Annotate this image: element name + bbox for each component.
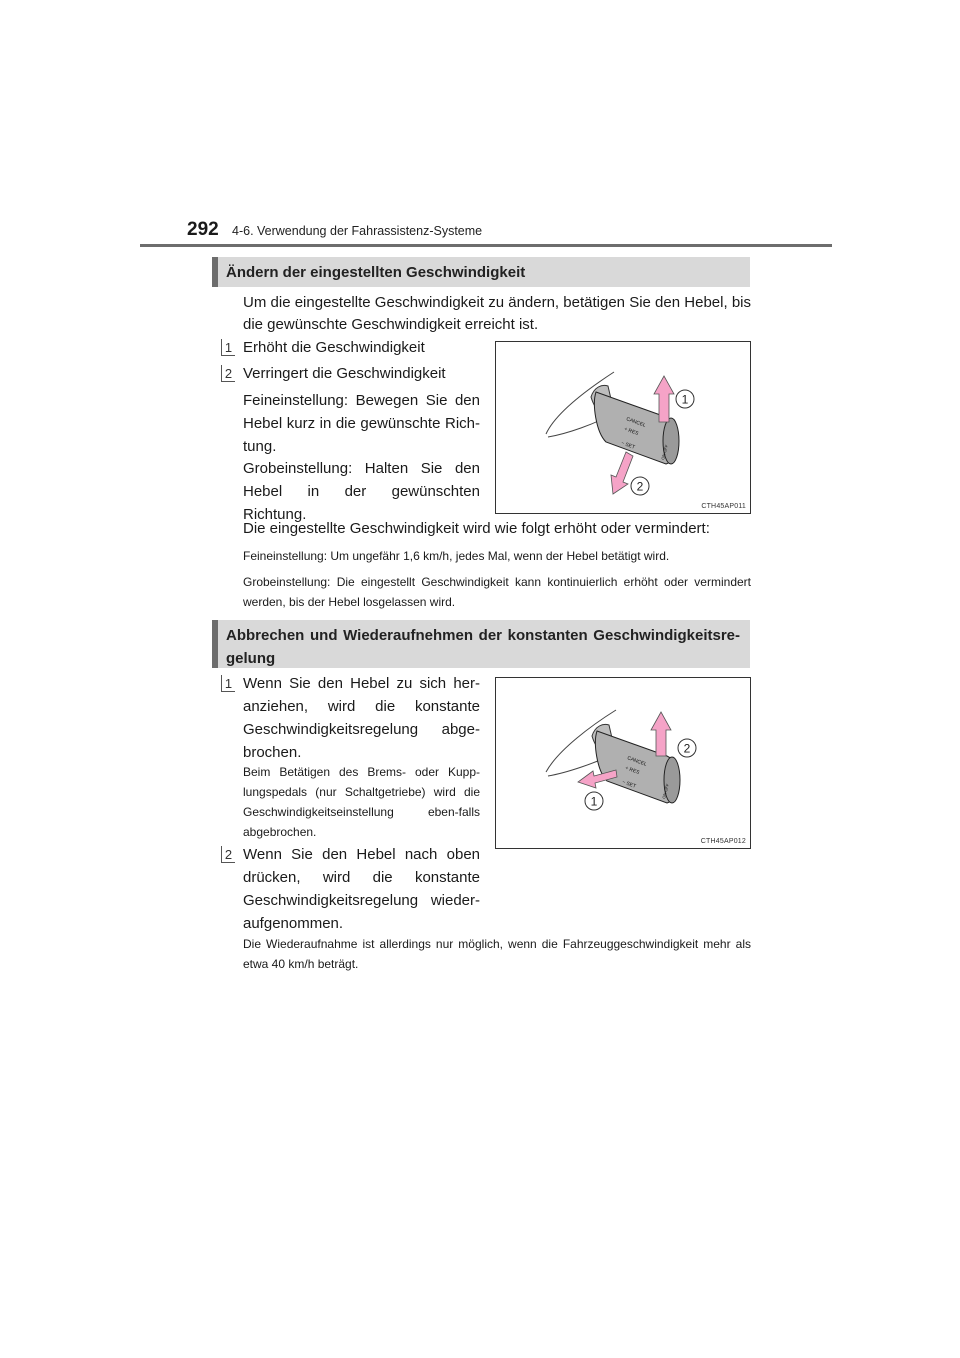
item-resume: Wenn Sie den Hebel nach oben drücken, wird die konstante Geschwindigkeitsregelung wieder-aufgenommen. xyxy=(243,846,480,932)
label-res: + RES xyxy=(623,426,640,437)
figure-lever-cancel-resume xyxy=(495,677,751,849)
chapter-title: 4-6. Verwendung der Fahrassistenz-Systeme xyxy=(232,224,483,238)
page-number: 292 xyxy=(187,219,219,240)
figure-lever-up-down xyxy=(495,341,751,514)
section-heading-change-speed: Ändern der eingestellten Geschwindigkeit xyxy=(212,257,750,287)
callout-number-1b: 1 xyxy=(221,675,235,692)
item-decrease-speed: Verringert die Geschwindigkeit xyxy=(243,365,446,382)
intro-paragraph: Um die eingestellte Geschwindigkeit zu ändern, betätigen Sie den Hebel, bis die gewünschte Geschwindigkeit erreicht ist. xyxy=(243,294,751,333)
figure-code: CTH45AP011 xyxy=(701,503,746,510)
item-increase-speed: Erhöht die Geschwindigkeit xyxy=(243,339,425,356)
callout-number-2: 2 xyxy=(221,365,235,382)
item-resume-note: Die Wiederaufnahme ist allerdings nur möglich, wenn die Fahrzeuggeschwindigkeit mehr als etwa 40 km/h beträgt. xyxy=(243,937,751,971)
label-cancel: CANCEL xyxy=(626,755,648,768)
label-set: − SET xyxy=(621,779,637,790)
lever-illustration xyxy=(496,342,752,515)
label-cancel: CANCEL xyxy=(625,416,647,429)
arrow-pull xyxy=(578,770,617,788)
label-set: − SET xyxy=(620,440,636,451)
summary-paragraph: Die eingestellte Geschwindigkeit wird wie folgt erhöht oder vermindert: xyxy=(243,520,710,537)
note-fine: Feineinstellung: Um ungefähr 1,6 km/h, jedes Mal, wenn der Hebel betätigt wird. xyxy=(243,549,670,563)
label-res: + RES xyxy=(624,765,641,776)
callout-number-2b: 2 xyxy=(221,846,235,863)
header-rule xyxy=(140,244,832,247)
callout-label-1: 1 xyxy=(590,794,598,809)
callout-label-1: 1 xyxy=(681,392,689,407)
callout-label-2: 2 xyxy=(636,479,644,494)
fine-adjustment-text: Feineinstellung: Bewegen Sie den Hebel kurz in die gewünschte Rich-tung. xyxy=(243,392,480,455)
item-cancel: Wenn Sie den Hebel zu sich her-anziehen, wird die konstante Geschwindigkeitsregelung abge-brochen. xyxy=(243,675,480,761)
arrow-up xyxy=(651,712,671,756)
arrow-down xyxy=(611,452,633,494)
coarse-adjustment-text: Grobeinstellung: Halten Sie den Hebel in der gewünschten Richtung. xyxy=(243,460,480,523)
item-cancel-note: Beim Betätigen des Brems- oder Kupp-lungspedals (nur Schaltgetriebe) wird die Geschwindigkeitseinstellung eben-falls abgebrochen. xyxy=(243,765,480,839)
section-heading-cancel-resume: Abbrechen und Wiederaufnehmen der konstanten Geschwindigkeitsre-gelung xyxy=(212,620,750,668)
figure-code: CTH45AP012 xyxy=(700,838,746,845)
label-onoff: ON-OFF xyxy=(660,444,669,461)
callout-number-1: 1 xyxy=(221,339,235,356)
lever-illustration-2 xyxy=(496,678,752,850)
callout-label-2: 2 xyxy=(683,741,691,756)
label-onoff: ON-OFF xyxy=(661,783,670,800)
note-coarse: Grobeinstellung: Die eingestellt Geschwindigkeit kann kontinuierlich erhöht oder vermindert werden, bis der Hebel losgelassen wird. xyxy=(243,575,751,609)
